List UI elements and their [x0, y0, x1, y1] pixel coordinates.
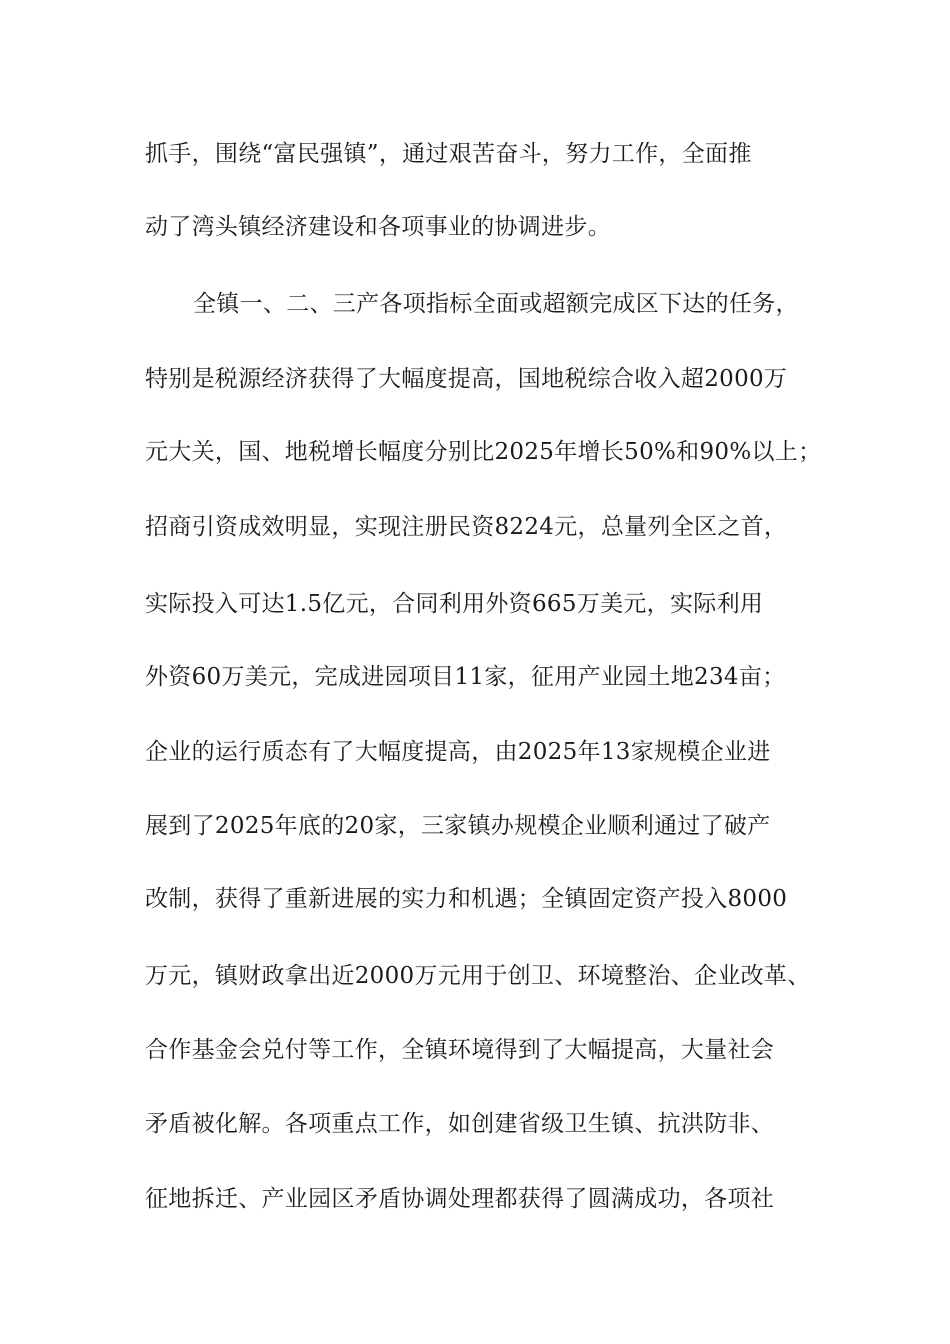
text-line: 抓手，围绕“富民强镇”，通过艰苦奋斗，努力工作，全面推: [145, 141, 752, 167]
text-line: 外资60万美元，完成进园项目11家，征用产业园土地234亩；: [145, 664, 786, 690]
text-line: 特别是税源经济获得了大幅度提高，国地税综合收入超2000万: [145, 366, 788, 392]
text-line: 征地拆迁、产业园区矛盾协调处理都获得了圆满成功，各项社: [145, 1186, 775, 1212]
text-line: 企业的运行质态有了大幅度提高，由2025年13家规模企业进: [145, 739, 771, 765]
text-line: 展到了2025年底的20家，三家镇办规模企业顺利通过了破产: [145, 813, 771, 839]
text-line: 矛盾被化解。各项重点工作，如创建省级卫生镇、抗洪防非、: [145, 1111, 775, 1137]
text-line: 万元，镇财政拿出近2000万元用于创卫、环境整治、企业改革、: [145, 963, 811, 989]
text-line: 动了湾头镇经济建设和各项事业的协调进步。: [145, 214, 611, 240]
text-line: 元大关，国、地税增长幅度分别比2025年增长50%和90%以上；: [145, 439, 822, 465]
text-line: 实际投入可达1.5亿元，合同利用外资665万美元，实际利用: [145, 591, 764, 617]
text-line: 合作基金会兑付等工作，全镇环境得到了大幅提高，大量社会: [145, 1037, 775, 1063]
text-line: 改制，获得了重新进展的实力和机遇；全镇固定资产投入8000: [145, 886, 788, 912]
paragraph-first-line: 全镇一、二、三产各项指标全面或超额完成区下达的任务，: [193, 291, 799, 317]
text-line: 招商引资成效明显，实现注册民资8224元，总量列全区之首，: [145, 514, 788, 540]
